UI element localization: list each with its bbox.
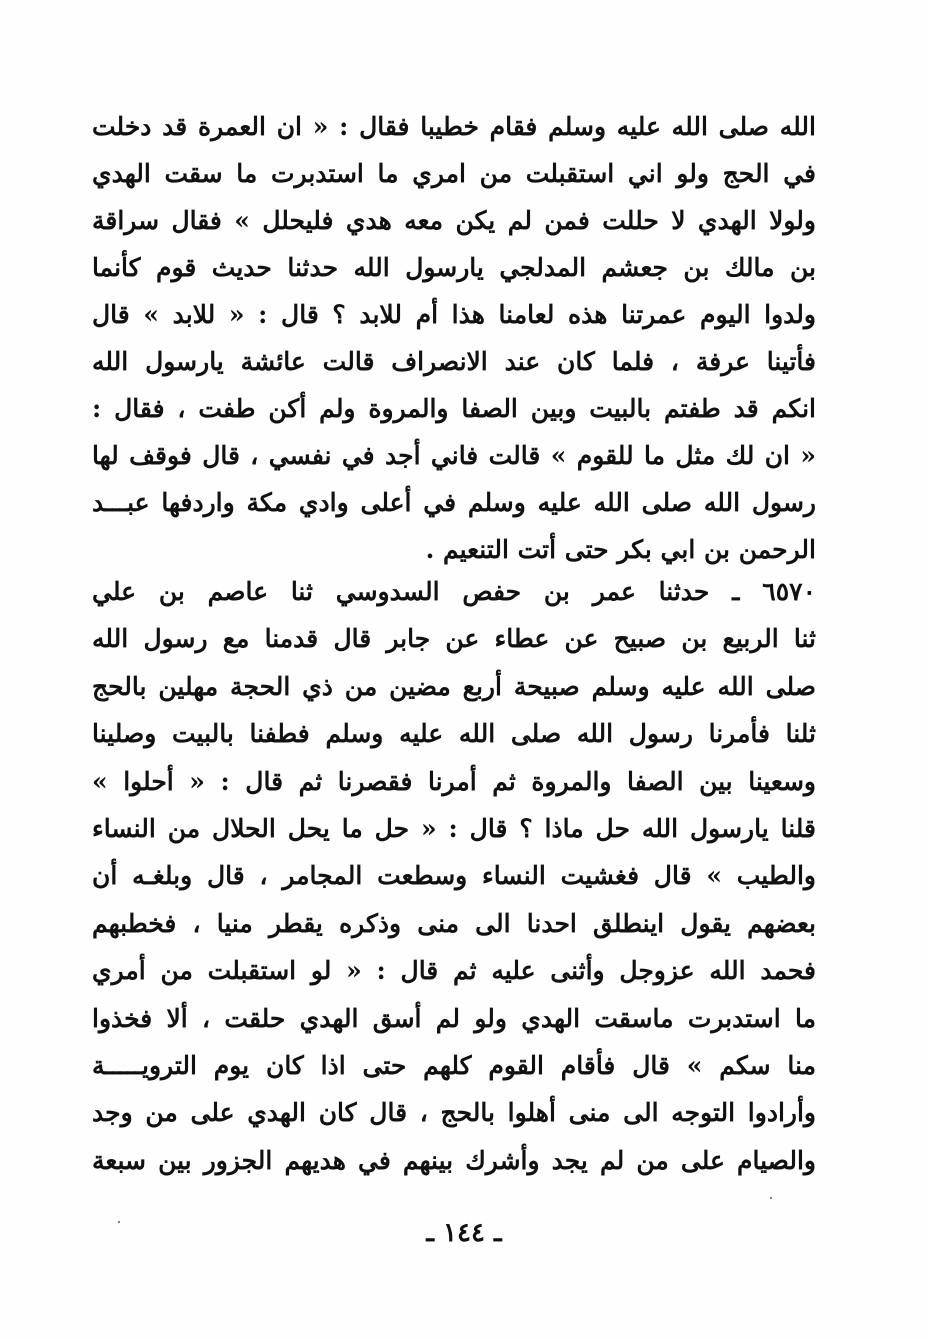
text-line: رسول الله صلى الله عليه وسلم في أعلى وادي مكة واردفها عبـــد [92, 488, 816, 517]
text-line: فحمد الله عزوجل وأثنى عليه ثم قال : « لو استقبلت من أمري [92, 956, 816, 986]
hadith-6570 [92, 568, 816, 1184]
text-line: بن مالك بن جعشم المدلجي يارسول الله حدثنا حديث قوم كأنما [92, 253, 816, 282]
text-line: الله صلى الله عليه وسلم فقام خطيبا فقال : « ان العمرة قد دخلت [92, 112, 816, 141]
text-line: ثلنا فأمرنا رسول الله صلى الله عليه وسلم فطفنا بالبيت وصلينا [92, 719, 816, 749]
text-line: وأرادوا التوجه الى منى أهلوا بالحج ، قال كان الهدي على من وجد [92, 1098, 816, 1128]
text-line-last: الرحمن بن ابي بكر حتى أتت التنعيم . [425, 535, 816, 564]
text-line: والصيام على من لم يجد وأشرك بينهم في هديهم الجزور بين سبعة [92, 1145, 816, 1175]
scan-speck [770, 1197, 772, 1199]
text-line: انكم قد طفتم بالبيت وبين الصفا والمروة ولم أكن طفت ، فقال : [92, 394, 816, 423]
paragraph-continuation [92, 103, 816, 573]
scan-speck [118, 1221, 120, 1223]
text-line: صلى الله عليه وسلم صبيحة أربع مضين من ذي الحجة مهلين بالحج [92, 671, 816, 701]
text-line: ثنا الربيع بن صبيح عن عطاء عن جابر قال قدمنا مع رسول الله [92, 624, 816, 654]
text-line: « ان لك مثل ما للقوم » قالت فاني أجد في نفسي ، قال فوقف لها [92, 441, 816, 470]
text-line: ولدوا اليوم عمرتنا هذه لعامنا هذا أم للابد ؟ قال : « للابد » قال [92, 300, 816, 329]
hadith-number-line: ٦٥٧٠ ـ حدثنا عمر بن حفص السدوسي ثنا عاصم بن علي [92, 577, 816, 606]
text-line: ما استدبرت ماسقت الهدي ولو لم أسق الهدي حلقت ، ألا فخذوا [92, 1003, 816, 1033]
text-line: منا سكم » قال فأقام القوم كلهم حتى اذا كان يوم الترويـــــة [92, 1050, 816, 1080]
text-line: والطيب » قال فغشيت النساء وسطعت المجامر ، قال وبلغـه أن [92, 861, 816, 891]
text-line: فأتينا عرفة ، فلما كان عند الانصراف قالت عائشة يارسول الله [92, 347, 816, 376]
text-line: قلنا يارسول الله حل ماذا ؟ قال : « حل ما يحل الحلال من النساء [92, 813, 816, 843]
text-line: في الحج ولو اني استقبلت من امري ما استدبرت ما سقت الهدي [92, 159, 816, 188]
page-number: ـ ١٤٤ ـ [426, 1218, 502, 1248]
text-line: بعضهم يقول اينطلق احدنا الى منى وذكره يقطر منيا ، فخطبهم [92, 908, 816, 938]
text-line: وسعينا بين الصفا والمروة ثم أمرنا فقصرنا ثم قال : « أحلوا » [92, 766, 816, 796]
text-line: ولولا الهدي لا حللت فمن لم يكن معه هدي فليحلل » فقال سراقة [92, 206, 816, 235]
